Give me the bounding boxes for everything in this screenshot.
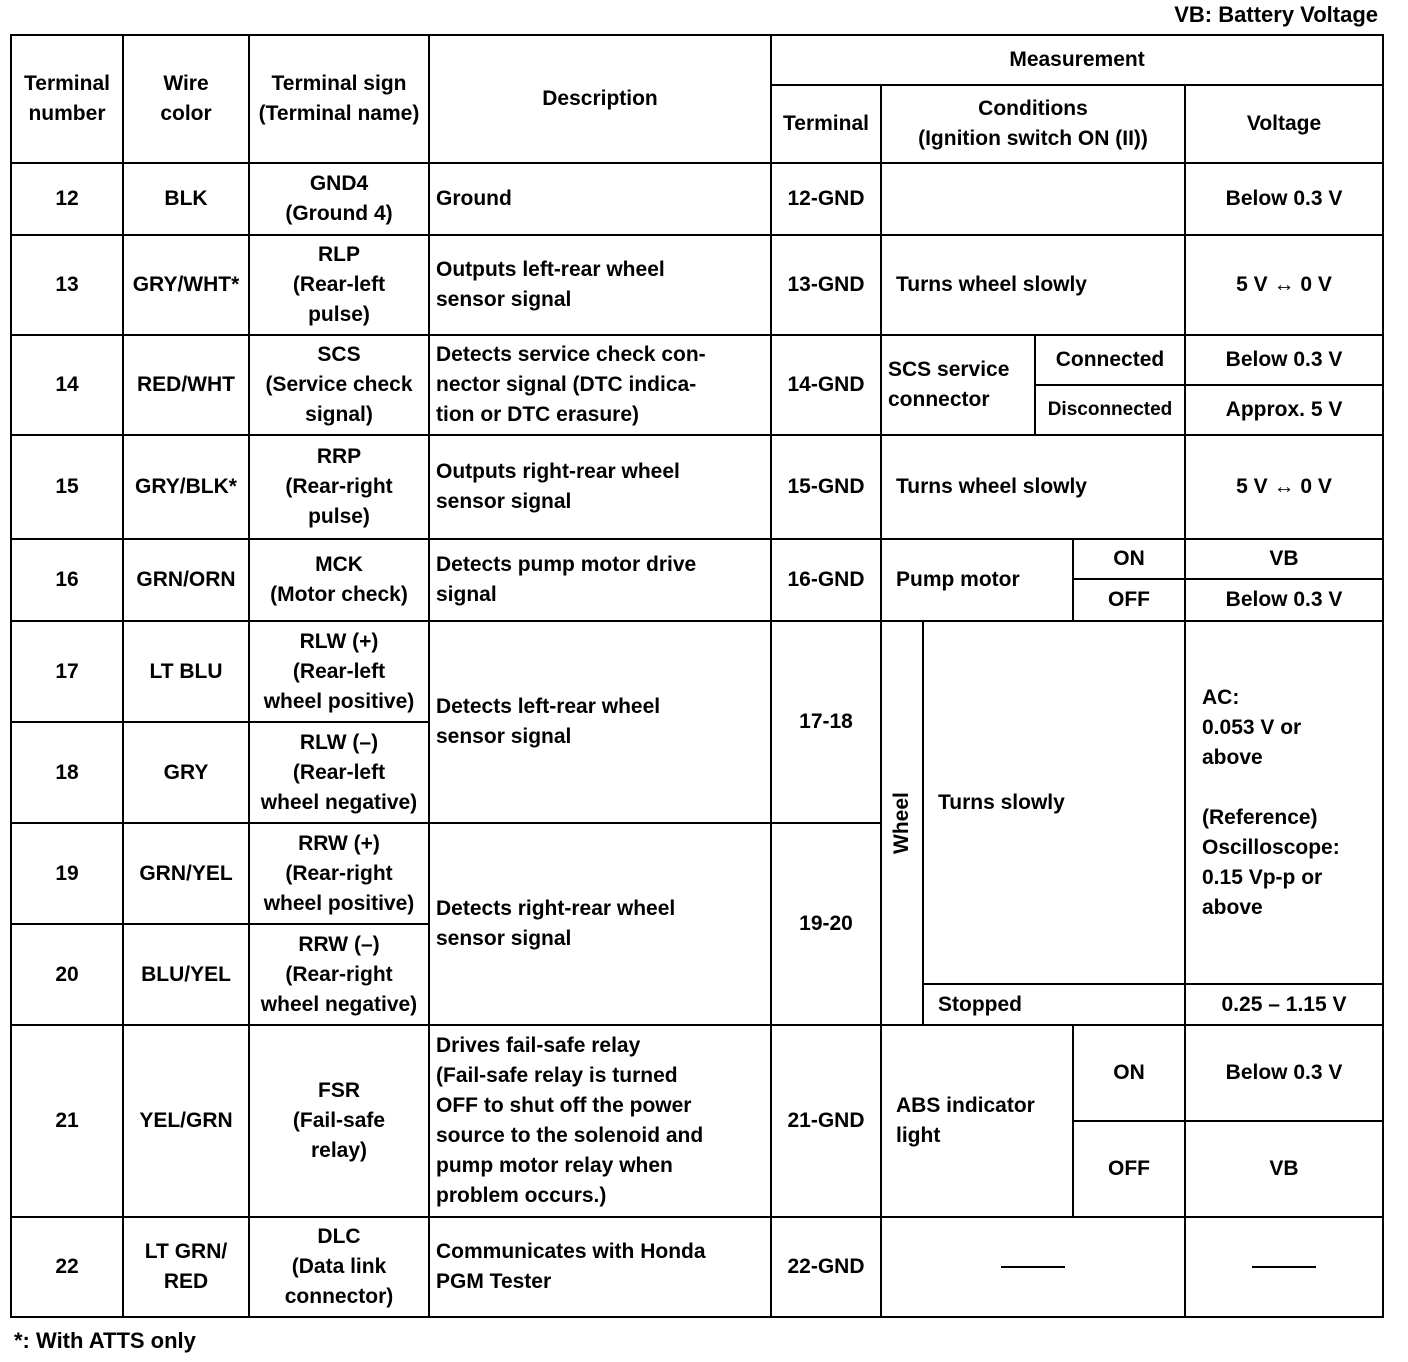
- conditions: Turns wheel slowly: [881, 235, 1185, 335]
- conditions: Pump motor: [881, 539, 1073, 621]
- terminal-sign: RLP (Rear-left pulse): [249, 235, 429, 335]
- terminal-number: 22: [11, 1217, 123, 1317]
- terminal-sign: RRP (Rear-right pulse): [249, 435, 429, 539]
- conditions: Turns wheel slowly: [881, 435, 1185, 539]
- terminal-sign: DLC (Data link connector): [249, 1217, 429, 1317]
- battery-voltage-legend: VB: Battery Voltage: [1174, 2, 1378, 27]
- terminal-sign: MCK (Motor check): [249, 539, 429, 621]
- wire-color: BLK: [123, 163, 249, 235]
- dash-mark: [1001, 1266, 1065, 1268]
- terminal-sign: RLW (+) (Rear-left wheel positive): [249, 621, 429, 722]
- table-row: [11, 235, 1383, 335]
- voltage: Below 0.3 V: [1185, 163, 1383, 235]
- table-row: [11, 1025, 1383, 1121]
- terminal-number: 21: [11, 1025, 123, 1217]
- voltage: 5 V ↔ 0 V: [1185, 435, 1383, 539]
- table-row: [11, 1217, 1383, 1317]
- voltage: 5 V ↔ 0 V: [1185, 235, 1383, 335]
- wire-color: LT GRN/ RED: [123, 1217, 249, 1317]
- wheel-label: Wheel: [881, 621, 923, 1025]
- measurement-terminal: 14-GND: [771, 335, 881, 435]
- voltage: Below 0.3 V: [1185, 335, 1383, 385]
- voltage: 0.25 – 1.15 V: [1185, 984, 1383, 1025]
- description: Detects right-rear wheel sensor signal: [429, 823, 771, 1025]
- wire-color: GRY: [123, 722, 249, 823]
- wire-color: GRY/WHT*: [123, 235, 249, 335]
- wire-color: GRN/ORN: [123, 539, 249, 621]
- terminal-sign: RRW (+) (Rear-right wheel positive): [249, 823, 429, 924]
- conditions: [881, 1217, 1185, 1317]
- wire-color: YEL/GRN: [123, 1025, 249, 1217]
- terminal-sign: RLW (–) (Rear-left wheel negative): [249, 722, 429, 823]
- header-conditions: Conditions (Ignition switch ON (II)): [881, 85, 1185, 163]
- description: Detects service check con- nector signal (DTC indica- tion or DTC erasure): [429, 335, 771, 435]
- description: Communicates with Honda PGM Tester: [429, 1217, 771, 1317]
- dash-mark: [1252, 1266, 1316, 1268]
- header-wire-color: Wire color: [123, 35, 249, 163]
- conditions: ABS indicator light: [881, 1025, 1073, 1217]
- wire-color: RED/WHT: [123, 335, 249, 435]
- voltage: VB: [1185, 1121, 1383, 1217]
- terminal-sign: FSR (Fail-safe relay): [249, 1025, 429, 1217]
- measurement-terminal: 17-18: [771, 621, 881, 823]
- sub-condition: ON: [1073, 1025, 1185, 1121]
- description: Drives fail-safe relay (Fail-safe relay is turned OFF to shut off the power source to the solenoid and pump motor relay when problem occurs.): [429, 1025, 771, 1217]
- terminal-sign: SCS (Service check signal): [249, 335, 429, 435]
- terminal-number: 17: [11, 621, 123, 722]
- header-description: Description: [429, 35, 771, 163]
- sub-condition: ON: [1073, 539, 1185, 579]
- measurement-terminal: 21-GND: [771, 1025, 881, 1217]
- terminal-number: 13: [11, 235, 123, 335]
- wire-color: LT BLU: [123, 621, 249, 722]
- terminal-number: 18: [11, 722, 123, 823]
- terminal-number: 19: [11, 823, 123, 924]
- measurement-terminal: 22-GND: [771, 1217, 881, 1317]
- conditions: [881, 163, 1185, 235]
- table-row: [11, 621, 1383, 722]
- voltage: Approx. 5 V: [1185, 385, 1383, 435]
- terminal-number: 15: [11, 435, 123, 539]
- atts-footnote: *: With ATTS only: [14, 1328, 196, 1353]
- description: Ground: [429, 163, 771, 235]
- sub-condition: OFF: [1073, 579, 1185, 621]
- voltage: [1185, 1217, 1383, 1317]
- description: Detects left-rear wheel sensor signal: [429, 621, 771, 823]
- wire-color: BLU/YEL: [123, 924, 249, 1025]
- measurement-terminal: 15-GND: [771, 435, 881, 539]
- terminal-sign: RRW (–) (Rear-right wheel negative): [249, 924, 429, 1025]
- terminal-sign: GND4 (Ground 4): [249, 163, 429, 235]
- voltage: VB: [1185, 539, 1383, 579]
- terminal-table: [10, 34, 1384, 1318]
- header-voltage: Voltage: [1185, 85, 1383, 163]
- terminal-number: 20: [11, 924, 123, 1025]
- sub-condition: Disconnected: [1035, 385, 1185, 435]
- measurement-terminal: 12-GND: [771, 163, 881, 235]
- conditions: SCS service connector: [881, 335, 1035, 435]
- wire-color: GRN/YEL: [123, 823, 249, 924]
- conditions: Turns slowly: [923, 621, 1185, 984]
- sub-condition: Connected: [1035, 335, 1185, 385]
- header-terminal-sign: Terminal sign (Terminal name): [249, 35, 429, 163]
- terminal-number: 14: [11, 335, 123, 435]
- terminal-number: 16: [11, 539, 123, 621]
- voltage: Below 0.3 V: [1185, 579, 1383, 621]
- table-row: [11, 539, 1383, 579]
- wire-color: GRY/BLK*: [123, 435, 249, 539]
- description: Outputs left-rear wheel sensor signal: [429, 235, 771, 335]
- conditions: Stopped: [923, 984, 1185, 1025]
- measurement-terminal: 16-GND: [771, 539, 881, 621]
- description: Detects pump motor drive signal: [429, 539, 771, 621]
- header-terminal: Terminal: [771, 85, 881, 163]
- header-terminal-number: Terminal number: [11, 35, 123, 163]
- measurement-terminal: 19-20: [771, 823, 881, 1025]
- terminal-number: 12: [11, 163, 123, 235]
- table-row: [11, 335, 1383, 385]
- table-row: [11, 435, 1383, 539]
- measurement-terminal: 13-GND: [771, 235, 881, 335]
- sub-condition: OFF: [1073, 1121, 1185, 1217]
- voltage: AC: 0.053 V or above (Reference) Oscilloscope: 0.15 Vp-p or above: [1185, 621, 1383, 984]
- header-measurement: Measurement: [771, 35, 1383, 85]
- voltage: Below 0.3 V: [1185, 1025, 1383, 1121]
- description: Outputs right-rear wheel sensor signal: [429, 435, 771, 539]
- table-row: [11, 163, 1383, 235]
